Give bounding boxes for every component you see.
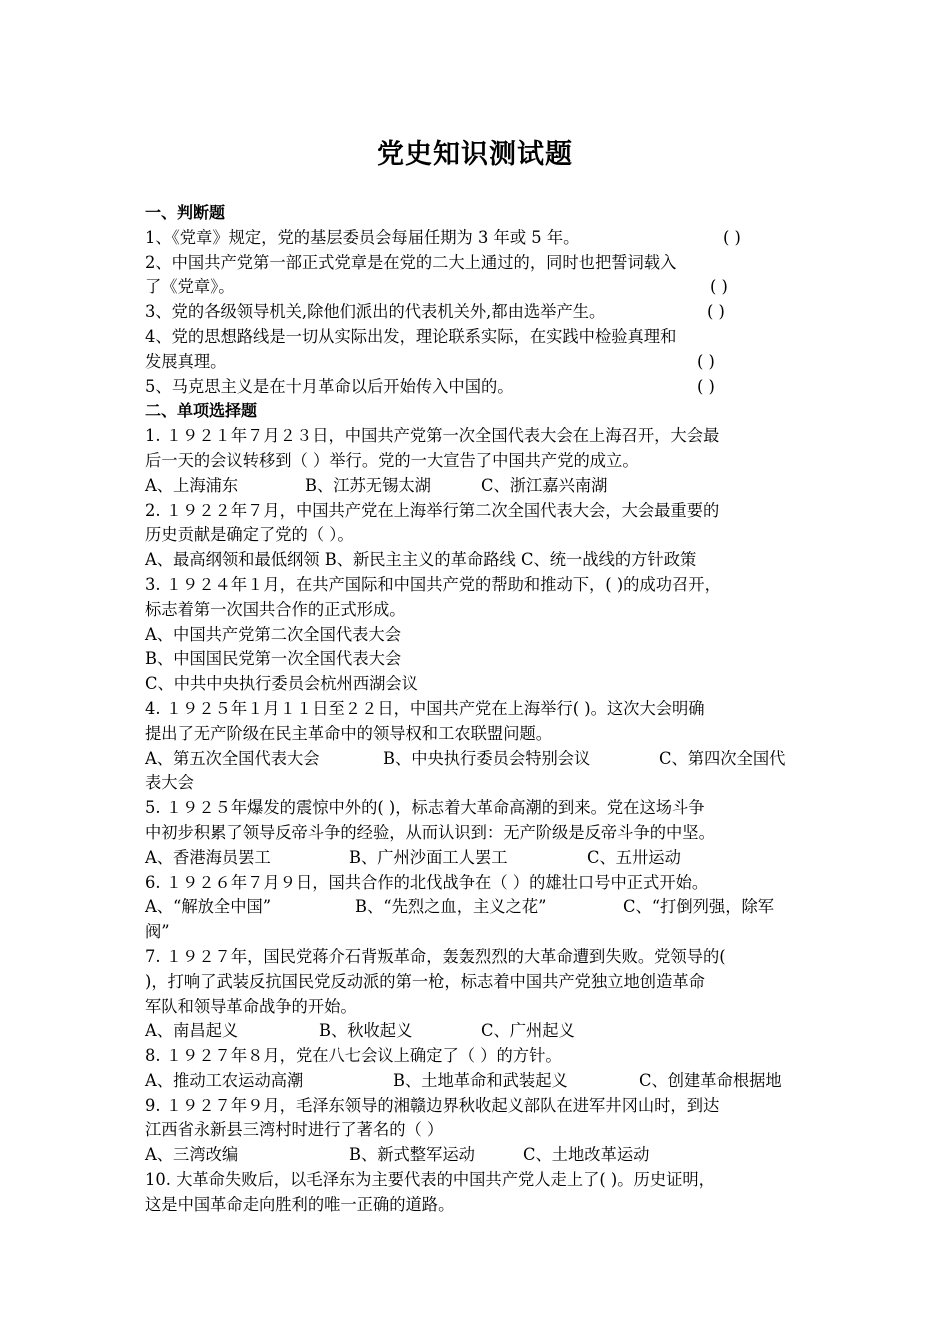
option-a: A、推动工农运动高潮 [145,1070,304,1090]
mc-question-3-line-2: 标志着第一次国共合作的正式形成。 [145,599,406,619]
option-a: A、“解放全中国” [145,897,272,917]
option-b: B、新式整军运动 [349,1145,475,1165]
mc-question-10-line-1: 10. 大革命失败后，以毛泽东为主要代表的中国共产党人走上了( )。历史证明， [145,1170,715,1190]
option-a: A、三湾改编 [145,1145,239,1165]
page-title: 党史知识测试题 [377,139,573,170]
answer-blank: ( ) [710,277,728,297]
tf-question-4-line-2: 发展真理。 ( ) [145,350,825,375]
tf-question-4-line-1: 4、党的思想路线是一切从实际出发，理论联系实际，在实践中检验真理和 [145,326,677,346]
option-b: B、秋收起义 [319,1021,413,1041]
mc-question-7-line-1: 7. １９２７年，国民党蒋介石背叛革命，轰轰烈烈的大革命遭到失败。党领导的( [145,946,726,966]
mc-question-6-line-1: 6. １９２６年７月９日，国共合作的北伐战争在（ ）的雄壮口号中正式开始。 [145,872,709,892]
answer-blank: ( ) [723,227,741,247]
mc-question-6-options [145,895,825,920]
option-a: A、香港海员罢工 [145,847,271,867]
option-c: C、“打倒列强，除军 [623,897,775,917]
mc-question-7-line-3: 军队和领导革命战争的开始。 [145,996,357,1016]
tf-question-2-line-2: 了《党章》。 ( ) [145,275,825,300]
mc-question-1-line-1: 1. １９２１年７月２３日，中国共产党第一次全国代表大会在上海召开，大会最 [145,426,720,446]
mc-question-3-line-1: 3. １９２４年１月，在共产国际和中国共产党的帮助和推动下，( )的成功召开， [145,574,721,594]
option-a: A、第五次全国代表大会 [145,748,320,768]
mc-question-4-line-1: 4. １９２５年１月１１日至２２日，中国共产党在上海举行( )。这次大会明确 [145,698,705,718]
mc-question-7-line-2: )，打响了武装反抗国民党反动派的第一枪，标志着中国共产党独立地创造革命 [145,971,705,991]
option-b: B、江苏无锡太湖 [305,475,431,495]
mc-question-9-line-1: 9. １９２７年９月，毛泽东领导的湘赣边界秋收起义部队在进军井冈山时，到达 [145,1095,720,1115]
option-b: B、“先烈之血，主义之花” [355,897,547,917]
option-b: B、广州沙面工人罢工 [349,847,508,867]
option-c: C、五卅运动 [587,847,681,867]
option-c: C、创建革命根据地 [639,1070,782,1090]
answer-blank: ( ) [707,302,725,322]
mc-question-2-options: A、最高纲领和最低纲领 B、新民主主义的革命路线 C、统一战线的方针政策 [145,550,697,570]
mc-question-8-line-1: 8. １９２７年８月，党在八七会议上确定了（ ）的方针。 [145,1046,562,1066]
mc-question-10-line-2: 这是中国革命走向胜利的唯一正确的道路。 [145,1194,455,1214]
mc-question-4-line-2: 提出了无产阶级在民主革命中的领导权和工农联盟问题。 [145,723,553,743]
document-body [145,201,825,1218]
tf-question-1 [145,226,825,251]
tf-question-2-line-1: 2、中国共产党第一部正式党章是在党的二大上通过的，同时也把誓词载入 [145,252,677,272]
mc-question-9-line-2: 江西省永新县三湾村时进行了著名的（ ） [145,1120,444,1140]
mc-question-1-options [145,474,825,499]
option-c: C、土地改革运动 [523,1145,650,1165]
mc-question-7-options [145,1019,825,1044]
mc-question-9-options [145,1143,825,1168]
mc-question-1-line-2: 后一天的会议转移到（ ）举行。党的一大宣告了中国共产党的成立。 [145,450,639,470]
option-c-continued: 表大会 [145,773,194,793]
option-c-continued: 阀” [145,922,170,942]
option-c: C、广州起义 [481,1021,575,1041]
tf-question-3-text: 3、党的各级领导机关,除他们派出的代表机关外,都由选举产生。 [145,302,606,322]
option-b: B、中央执行委员会特别会议 [383,748,591,768]
mc-question-4-options [145,747,825,772]
option-b: B、中国国民党第一次全国代表大会 [145,649,402,669]
tf-question-5 [145,375,825,400]
option-a: A、中国共产党第二次全国代表大会 [145,624,401,644]
section-heading-true-false: 一、判断题 [145,203,226,222]
mc-question-5-options [145,846,825,871]
option-c: C、中共中央执行委员会杭州西湖会议 [145,674,418,694]
section-heading-single-choice: 二、单项选择题 [145,401,258,421]
tf-question-3 [145,300,825,325]
tf-question-5-text: 5、马克思主义是在十月革命以后开始传入中国的。 [145,376,514,396]
option-c: C、浙江嘉兴南湖 [481,475,608,495]
mc-question-5-line-1: 5. １９２５年爆发的震惊中外的( )，标志着大革命高潮的到来。党在这场斗争 [145,798,705,818]
mc-question-2-line-2: 历史贡献是确定了党的（ ）。 [145,525,354,545]
mc-question-8-options [145,1069,825,1094]
mc-question-2-line-1: 2. １９２２年７月，中国共产党在上海举行第二次全国代表大会，大会最重要的 [145,500,720,520]
answer-blank: ( ) [697,351,715,371]
answer-blank: ( ) [697,376,715,396]
tf-question-1-text: 1、《党章》规定，党的基层委员会每届任期为 3 年或 5 年。 [145,227,580,247]
option-a: A、上海浦东 [145,475,239,495]
option-c: C、第四次全国代 [659,748,786,768]
mc-question-5-line-2: 中初步积累了领导反帝斗争的经验，从而认识到：无产阶级是反帝斗争的中坚。 [145,822,715,842]
option-a: A、南昌起义 [145,1021,239,1041]
option-b: B、土地革命和武装起义 [393,1070,568,1090]
